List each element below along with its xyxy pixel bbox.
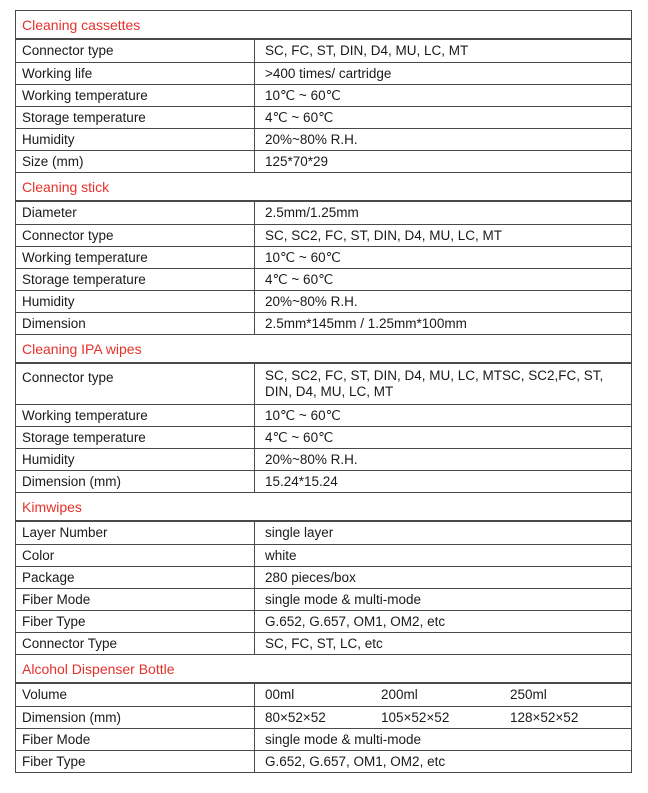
table-row [16, 150, 631, 172]
row-value: 2.5mm/1.25mm [265, 205, 359, 220]
table-row [16, 224, 631, 246]
table-row [16, 728, 631, 750]
section-title-cleaning-ipa-wipes: Cleaning IPA wipes [15, 334, 632, 362]
spec-sheet [15, 10, 632, 773]
spec-table [15, 38, 632, 172]
table-row [16, 39, 631, 62]
row-label: Working temperature [16, 247, 255, 268]
row-label: Working temperature [16, 405, 255, 426]
row-label: Dimension (mm) [16, 707, 255, 728]
table-row [16, 632, 631, 654]
table-row [16, 246, 631, 268]
row-value: SC, FC, ST, DIN, D4, MU, LC, MT [265, 43, 469, 58]
spec-table [15, 520, 632, 654]
row-value: single mode & multi-mode [265, 732, 422, 747]
value-col-3: 128×52×52 [510, 710, 579, 725]
row-value: 125*70*29 [265, 154, 329, 169]
row-label: Fiber Mode [16, 589, 255, 610]
row-label: Working temperature [16, 85, 255, 106]
row-label: Size (mm) [16, 151, 255, 172]
row-value: SC, SC2, FC, ST, DIN, D4, MU, LC, MTSC, SC2,FC, ST, DIN, D4, MU, LC, MT [265, 368, 604, 399]
section-title-cleaning-cassettes: Cleaning cassettes [15, 10, 632, 38]
row-value: >400 times/ cartridge [265, 66, 392, 81]
row-value: 10℃ ~ 60℃ [265, 408, 341, 423]
row-values [255, 684, 631, 706]
row-label: Fiber Type [16, 751, 255, 772]
row-label: Connector type [16, 364, 255, 404]
value-col-2: 105×52×52 [381, 710, 450, 725]
row-label: Connector Type [16, 633, 255, 654]
row-value: 20%~80% R.H. [265, 132, 358, 147]
row-value: single layer [265, 525, 334, 540]
table-row [16, 312, 631, 334]
row-value: white [265, 548, 297, 563]
table-row [16, 404, 631, 426]
section-title-cleaning-stick: Cleaning stick [15, 172, 632, 200]
table-row [16, 363, 631, 404]
table-row [16, 448, 631, 470]
table-row [16, 268, 631, 290]
table-row [16, 128, 631, 150]
row-label: Storage temperature [16, 107, 255, 128]
row-value: 10℃ ~ 60℃ [265, 250, 341, 265]
table-row [16, 566, 631, 588]
table-row [16, 426, 631, 448]
value-col-3: 250ml [510, 687, 547, 702]
table-row [16, 610, 631, 632]
row-value: single mode & multi-mode [265, 592, 422, 607]
row-value: SC, SC2, FC, ST, DIN, D4, MU, LC, MT [265, 228, 503, 243]
section-title-alcohol-dispenser-bottle: Alcohol Dispenser Bottle [15, 654, 632, 682]
table-row [16, 106, 631, 128]
row-label: Storage temperature [16, 269, 255, 290]
row-value: G.652, G.657, OM1, OM2, etc [265, 754, 446, 769]
table-row [16, 588, 631, 610]
row-value: 280 pieces/box [265, 570, 356, 585]
table-row [16, 470, 631, 492]
row-label: Fiber Mode [16, 729, 255, 750]
value-col-2: 200ml [381, 687, 418, 702]
table-row [16, 706, 631, 728]
spec-table [15, 362, 632, 492]
row-label: Fiber Type [16, 611, 255, 632]
row-label: Dimension [16, 313, 255, 334]
row-value: 4℃ ~ 60℃ [265, 272, 334, 287]
table-row [16, 201, 631, 224]
row-label: Dimension (mm) [16, 471, 255, 492]
row-value: 4℃ ~ 60℃ [265, 430, 334, 445]
row-value: 4℃ ~ 60℃ [265, 110, 334, 125]
value-col-1: 80×52×52 [265, 710, 326, 725]
table-row [16, 521, 631, 544]
row-label: Working life [16, 63, 255, 84]
table-row [16, 544, 631, 566]
row-label: Volume [16, 684, 255, 706]
table-row [16, 84, 631, 106]
table-row [16, 750, 631, 772]
row-label: Humidity [16, 449, 255, 470]
row-value: 20%~80% R.H. [265, 294, 358, 309]
row-label: Layer Number [16, 522, 255, 544]
row-label: Color [16, 545, 255, 566]
row-value: SC, FC, ST, LC, etc [265, 636, 383, 651]
table-row [16, 290, 631, 312]
value-col-1: 00ml [265, 687, 295, 702]
row-value: 10℃ ~ 60℃ [265, 88, 341, 103]
row-label: Humidity [16, 291, 255, 312]
spec-table [15, 200, 632, 334]
row-label: Humidity [16, 129, 255, 150]
row-label: Package [16, 567, 255, 588]
row-label: Connector type [16, 40, 255, 62]
row-label: Diameter [16, 202, 255, 224]
row-value: 2.5mm*145mm / 1.25mm*100mm [265, 316, 467, 331]
row-label: Storage temperature [16, 427, 255, 448]
row-value: 20%~80% R.H. [265, 452, 358, 467]
row-label: Connector type [16, 225, 255, 246]
row-value: G.652, G.657, OM1, OM2, etc [265, 614, 446, 629]
table-row [16, 683, 631, 706]
section-title-kimwipes: Kimwipes [15, 492, 632, 520]
row-values [255, 707, 631, 728]
spec-table [15, 682, 632, 773]
table-row [16, 62, 631, 84]
row-value: 15.24*15.24 [265, 474, 338, 489]
